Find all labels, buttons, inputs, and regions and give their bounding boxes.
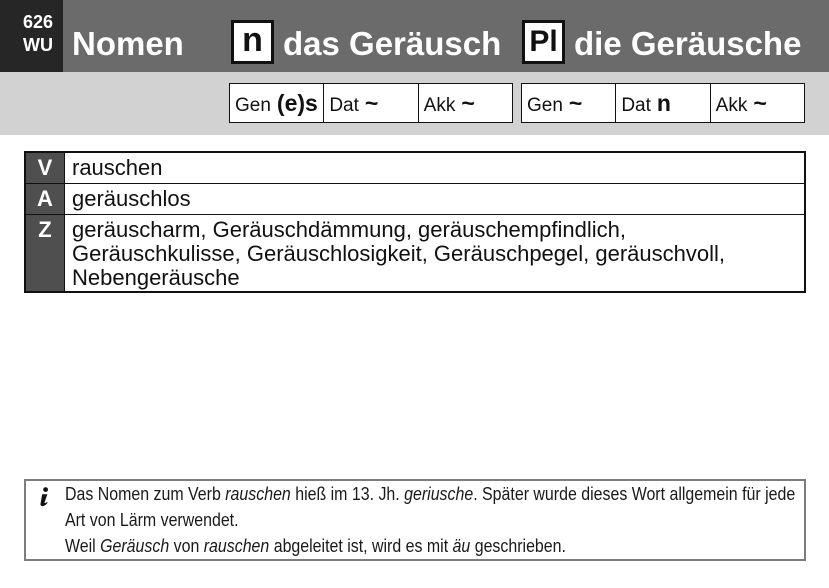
case-label: Dat	[621, 95, 651, 116]
gender-marker-box	[231, 20, 274, 64]
case-label: Gen	[235, 95, 271, 116]
declension-cell-dative	[324, 84, 418, 122]
info-icon-stem	[40, 494, 47, 506]
case-ending: ~	[461, 90, 475, 116]
declension-band	[0, 72, 829, 135]
note-segment: Das Nomen zum Verb	[65, 484, 226, 504]
card-number: 626	[22, 12, 53, 32]
related-row-adjective	[26, 183, 804, 214]
row-label: Z	[26, 215, 65, 291]
row-label: V	[26, 153, 65, 183]
card-code: WU	[23, 35, 53, 55]
plural-form: die Geräusche	[574, 25, 802, 62]
note-segment: . Später wurde dieses Wort allgemein für jede Art von Lärm verwendet.	[65, 484, 796, 530]
header-band	[0, 0, 829, 72]
note-segment: von	[169, 536, 204, 556]
case-ending: ~	[753, 90, 767, 116]
singular-form: das Geräusch	[283, 25, 502, 62]
row-text-cell	[65, 153, 804, 183]
declension-cell-dative	[616, 84, 710, 122]
note-segment: äu	[452, 536, 471, 556]
case-ending: ~	[364, 90, 379, 116]
note-text	[65, 481, 806, 559]
note-segment: Geräusch	[100, 536, 170, 556]
declension-cell-genitive	[522, 84, 616, 122]
declension-cell-accusative	[711, 84, 804, 122]
case-label: Akk	[423, 95, 456, 116]
note-segment: Weil	[65, 536, 101, 556]
note-paragraph	[65, 533, 806, 559]
info-icon-dot	[43, 487, 48, 492]
note-segment: hieß im 13. Jh.	[290, 484, 405, 504]
row-text-cell	[65, 215, 804, 291]
singular-declension	[229, 83, 513, 123]
declension-cell-accusative	[419, 84, 512, 122]
plural-marker-box	[522, 20, 565, 64]
plural-declension	[521, 83, 805, 123]
row-text-cell	[65, 184, 804, 214]
declension-cell-genitive	[230, 84, 324, 122]
row-text: geräuschlos	[72, 186, 191, 211]
row-text: rauschen	[72, 155, 163, 180]
row-label: A	[26, 184, 65, 214]
case-label: Dat	[329, 95, 359, 116]
case-label: Akk	[715, 95, 748, 116]
note-segment: geschrieben.	[470, 536, 566, 556]
gender-marker: n	[242, 20, 263, 59]
info-icon	[37, 487, 49, 507]
plural-marker: Pl	[529, 25, 558, 58]
related-words-table	[24, 151, 806, 293]
word-class-title: Nomen	[72, 25, 184, 62]
card-number-block	[0, 0, 63, 72]
related-row-verb	[26, 153, 804, 183]
case-ending: n	[656, 90, 671, 116]
row-text: geräuscharm, Geräuschdämmung, geräuschempfindlich, Geräuschkulisse, Geräuschlosigkeit, Geräuschpegel, geräuschvoll, Nebengeräusche	[72, 217, 725, 290]
case-ending: (e)s	[276, 90, 318, 116]
related-row-compounds	[26, 214, 804, 291]
note-paragraph	[65, 481, 806, 533]
case-label: Gen	[527, 95, 563, 116]
note-segment: geriusche	[404, 484, 474, 504]
case-ending: ~	[568, 90, 583, 116]
note-segment: rauschen	[203, 536, 270, 556]
note-segment: rauschen	[225, 484, 291, 504]
info-note-box	[24, 479, 806, 561]
info-icon-graphic	[37, 487, 49, 507]
note-segment: abgeleitet ist, wird es mit	[269, 536, 453, 556]
